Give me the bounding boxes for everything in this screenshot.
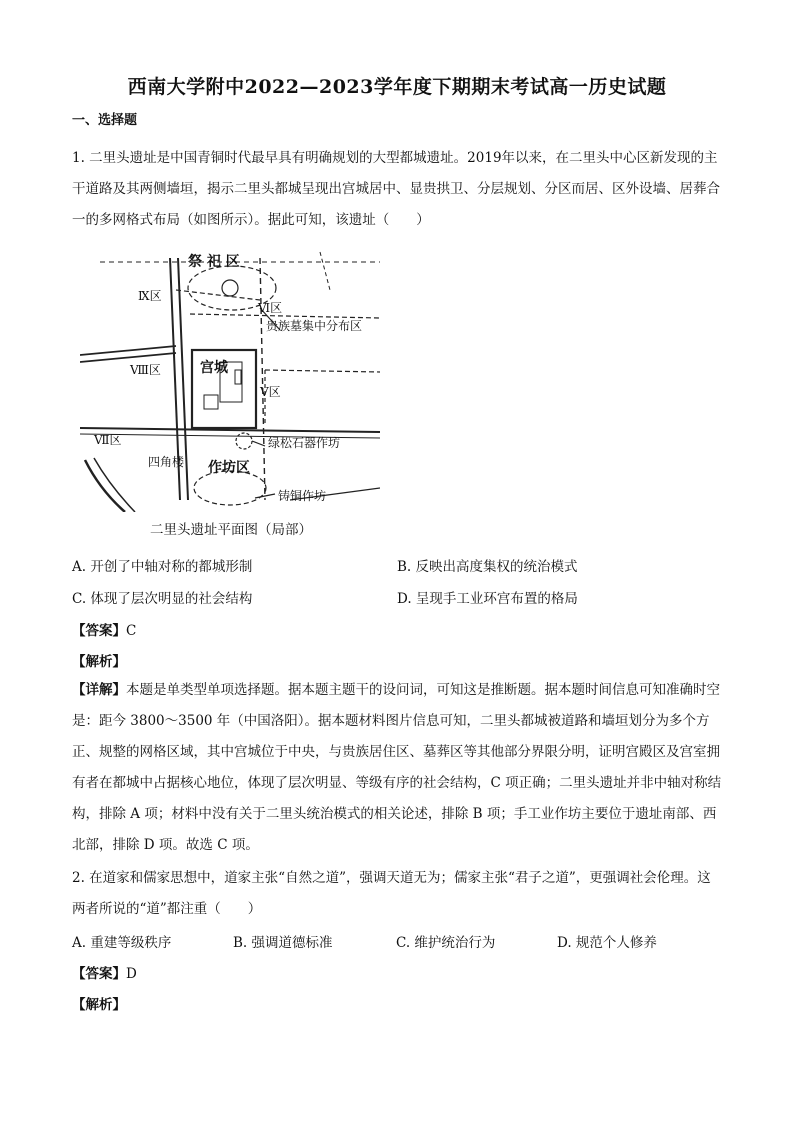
q1-analysis-label: 【解析】 <box>72 654 126 670</box>
q1-detail: 【详解】本题是单类型单项选择题。据本题主题干的设问词，可知这是推断题。据本题时间信息可知准确时空是：距今 3800～3500 年（中国洛阳）。据本题材料图片信息可知，二里头都城被道路和墙垣划分为多个方正、规整的网格区域，其中宫城位于中央，与贵族居住区、墓葬区等其他部分界限分明，证明宫殿区及宫室拥有者在都城中占据核心地位，体现了层次明显、等级有序的社会结构，C 项正确；二里头遗址并非中轴对称结构，排除 A 项；材料中没有关于二里头统治模式的相关论述，排除 B 项；手工业作坊主要位于遗址南部、西北部，排除 D 项。故选 C 项。 <box>72 682 722 853</box>
q2-option-a: A. 重建等级秩序 <box>72 935 172 951</box>
q1-answer: 【答案】C <box>72 623 137 639</box>
q2-stem: 2. 在道家和儒家思想中，道家主张“自然之道”，强调天道无为；儒家主张“君子之道”，更强调社会伦理。这两者所说的“道”都注重（ ） <box>72 870 711 917</box>
q1-figure <box>80 250 380 512</box>
q1-stem: 1. 二里头遗址是中国青铜时代最早具有明确规划的大型都城遗址。2019年以来，在二里头中心区新发现的主干道路及其两侧墙垣，揭示二里头都城呈现出宫城居中、显贵拱卫、分层规划、分区而居、区外设墙、居葬合一的多网格式布局（如图所示）。据此可知，该遗址（ ） <box>72 150 720 228</box>
q1-option-a: A. 开创了中轴对称的都城形制 <box>72 559 253 575</box>
map-label-noble: 贵族墓集中分布区 <box>266 319 363 333</box>
erlitou-map <box>80 250 380 512</box>
q1-option-b: B. 反映出高度集权的统治模式 <box>397 559 578 575</box>
q2-option-b: B. 强调道德标准 <box>233 935 333 951</box>
q2-analysis-label: 【解析】 <box>72 997 126 1013</box>
map-label-z6: Ⅵ区 <box>258 301 283 315</box>
figure-caption: 二里头遗址平面图（局部） <box>150 522 312 538</box>
map-label-sijiao: 四角楼 <box>148 455 185 469</box>
map-label-workshop: 作坊区 <box>208 460 250 476</box>
q1-option-c: C. 体现了层次明显的社会结构 <box>72 591 253 607</box>
map-label-z8: Ⅷ区 <box>130 363 161 377</box>
q2-option-c: C. 维护统治行为 <box>396 935 496 951</box>
map-label-turquoise: 绿松石器作坊 <box>268 436 341 450</box>
map-label-z9: Ⅸ区 <box>138 289 162 303</box>
map-label-bronze: 铸铜作坊 <box>278 489 327 503</box>
map-label-z5: Ⅴ区 <box>260 385 281 399</box>
q1-option-d: D. 呈现手工业环宫布置的格局 <box>397 591 578 607</box>
q2-answer: 【答案】D <box>72 966 137 982</box>
map-label-sacrifice: 祭 祀 区 <box>188 254 240 270</box>
section-heading: 一、选择题 <box>72 113 138 128</box>
page-title: 西南大学附中2022—2023学年度下期期末考试高一历史试题 <box>127 76 667 98</box>
map-label-z7: Ⅶ区 <box>94 433 122 447</box>
q2-option-d: D. 规范个人修养 <box>557 935 657 951</box>
map-label-palace: 宫城 <box>200 360 228 376</box>
